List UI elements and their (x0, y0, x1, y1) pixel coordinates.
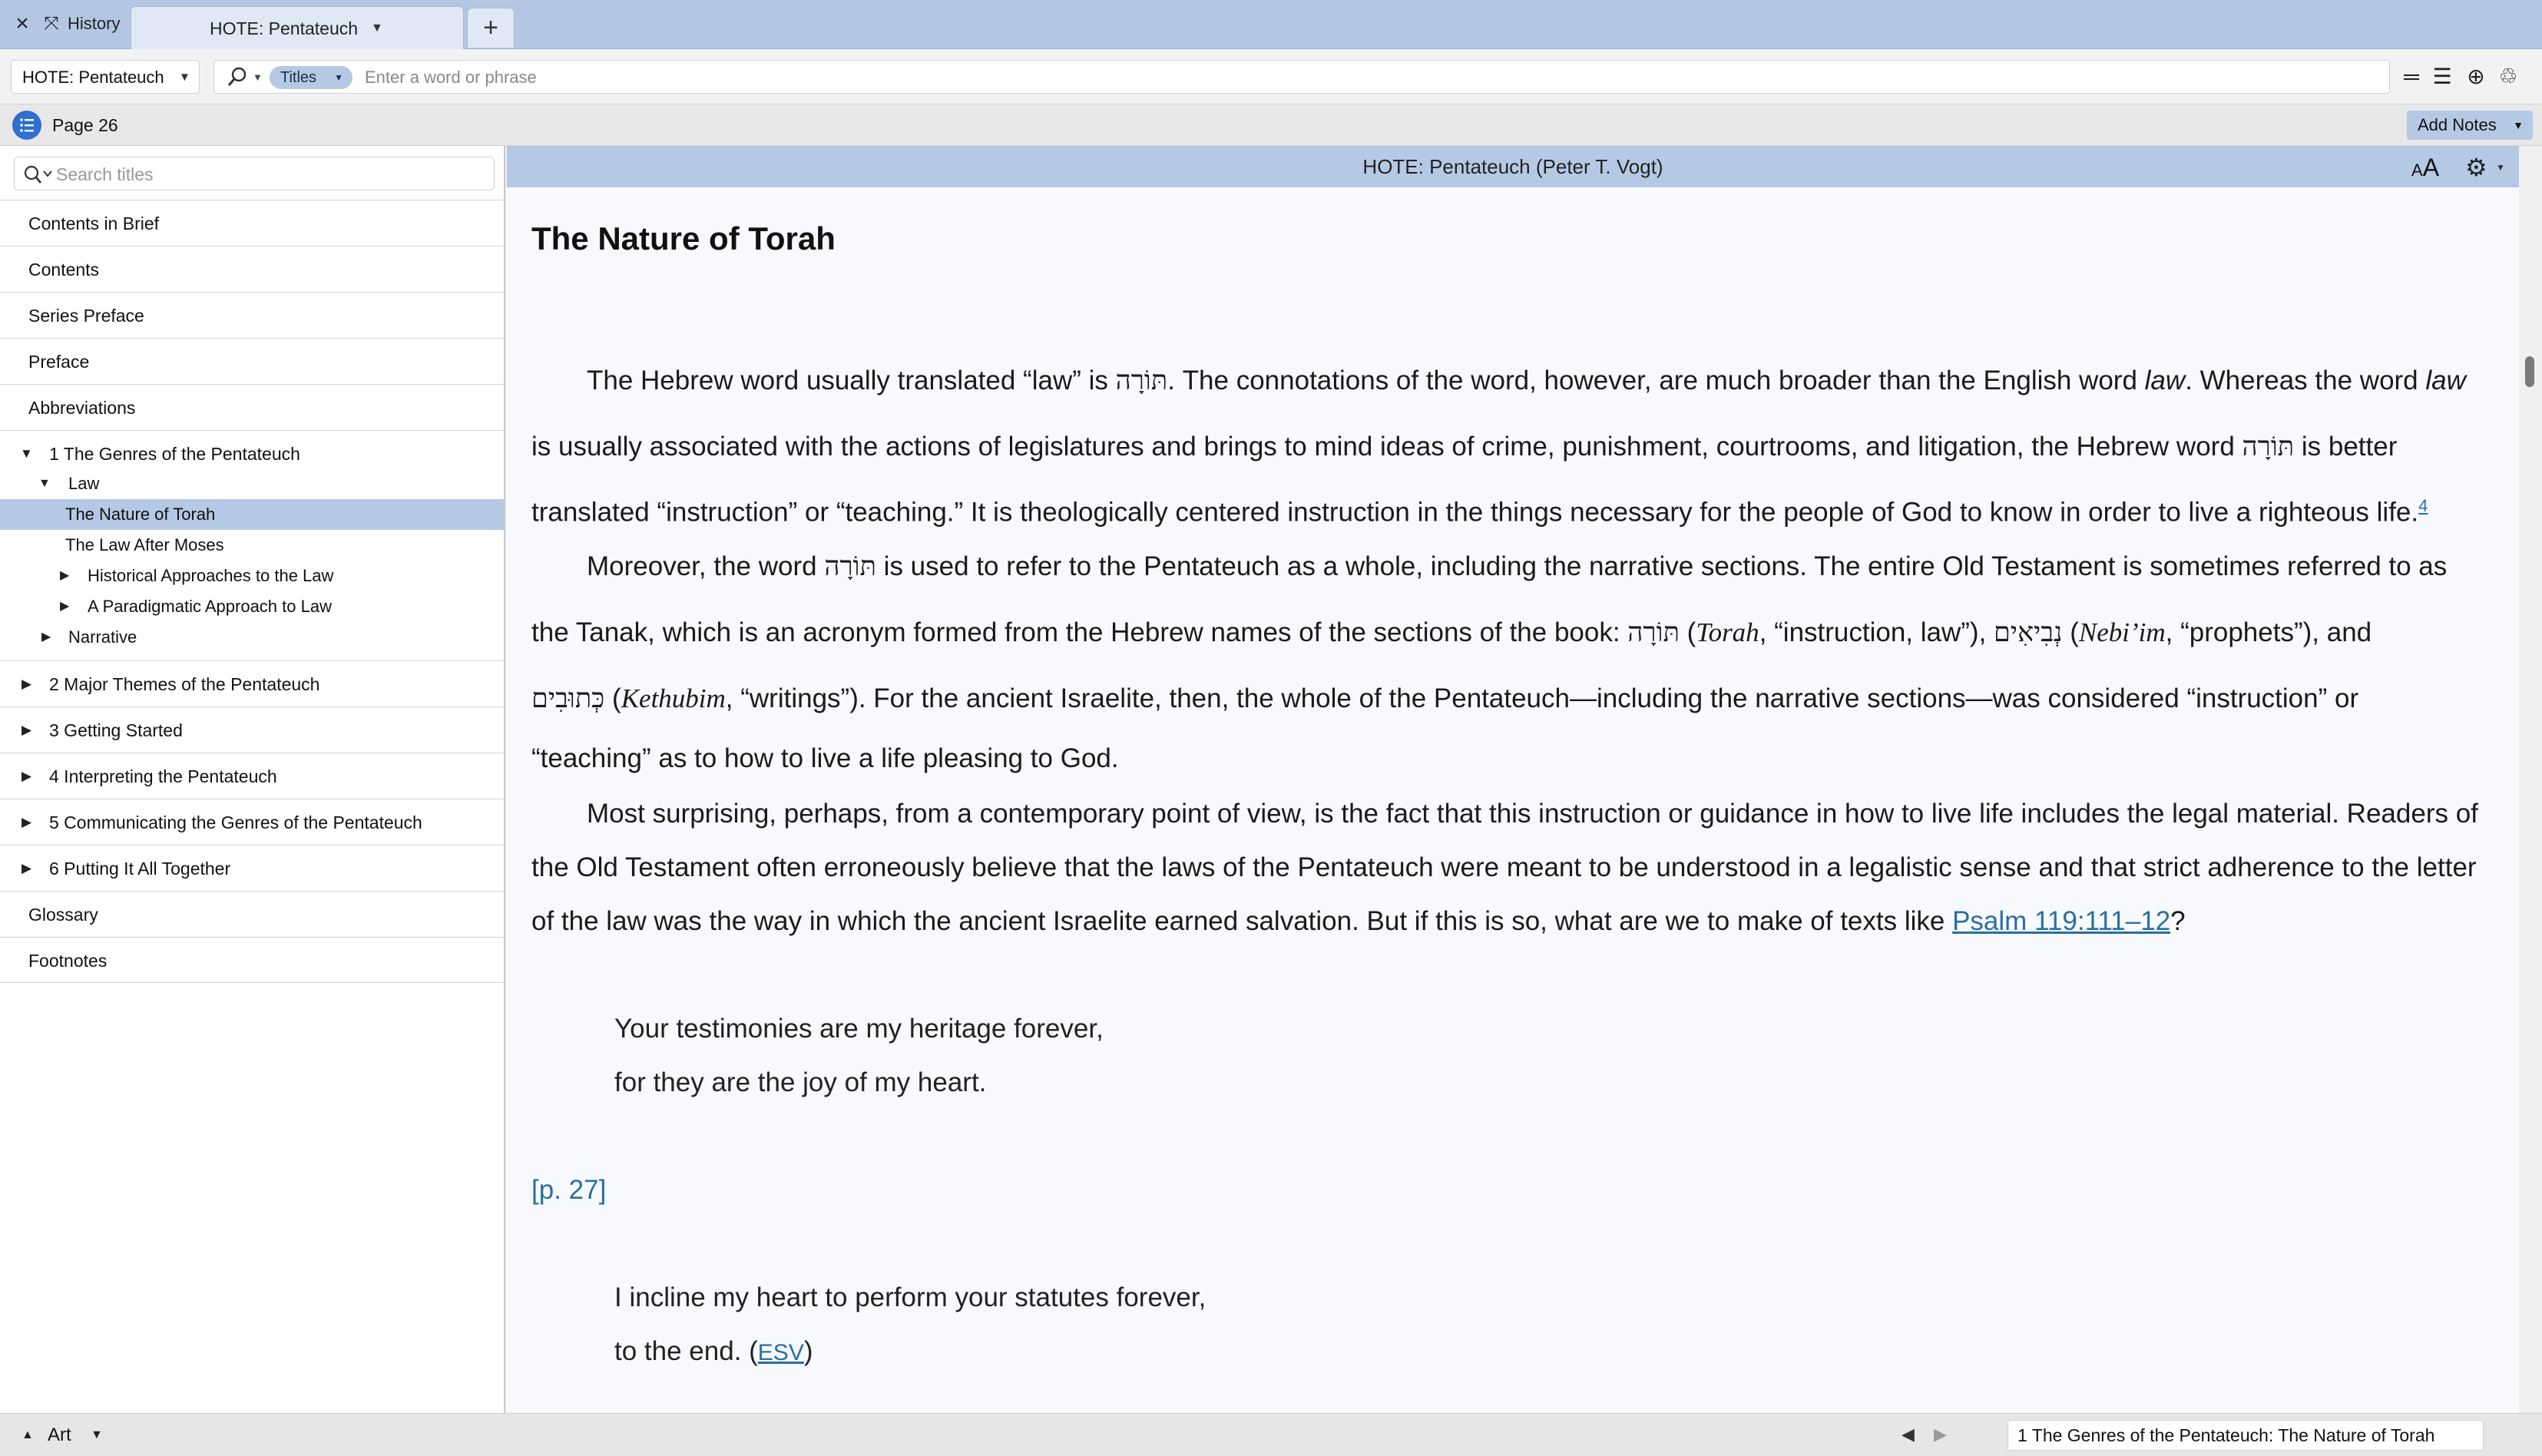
article-heading: The Nature of Torah (531, 220, 836, 256)
paragraph-3-line-2: the Old Testament often erroneously believe that the laws of the Pentateuch were meant to be understood in a legalistic sense and that strict adherence to the letter (531, 852, 2477, 882)
toc-label: Contents in Brief (28, 213, 160, 233)
gear-icon[interactable]: ⚙ (2465, 154, 2487, 181)
recycle-icon[interactable]: ♲ (2498, 65, 2518, 88)
toc-label: Contents (28, 260, 100, 280)
chevron-down-icon: ▼ (179, 71, 190, 84)
toc-item-getting-started[interactable] (0, 706, 504, 753)
toc-label: A Paradigmatic Approach to Law (88, 597, 332, 616)
chevron-down-icon[interactable]: ▼ (38, 477, 51, 490)
paragraph-1-line-2: is usually associated with the actions of legislatures and brings to mind ideas of crime, punishment, courtrooms, and litigation, the Hebrew word תּוֹרָה is better (531, 432, 2398, 462)
status-bar (0, 1413, 2542, 1456)
contents-sidebar (0, 146, 505, 1413)
footnote-link[interactable]: 4 (2418, 496, 2428, 515)
tab-hote-pentateuch[interactable] (131, 6, 464, 49)
add-notes-button[interactable] (2407, 111, 2533, 140)
chevron-down-icon[interactable]: ▼ (20, 446, 33, 461)
search-bar[interactable] (213, 60, 2390, 94)
table-of-contents-button[interactable] (12, 111, 41, 140)
history-button[interactable]: History (68, 14, 121, 33)
resource-select-label: HOTE: Pentateuch (22, 68, 164, 87)
page-bar (0, 104, 2542, 146)
toc-item-preface[interactable] (0, 338, 504, 384)
previous-arrow-icon[interactable]: ◀ (1902, 1425, 1915, 1444)
toc-label: The Nature of Torah (65, 505, 216, 524)
search-titles-field[interactable] (14, 157, 495, 190)
move-icon[interactable]: ⤧ (44, 13, 59, 34)
paragraph-1-line-1: The Hebrew word usually translated “law” is תּוֹרָה. The connotations of the word, however, are much broader than the English word law. Whereas the word law (587, 366, 2466, 396)
chevron-right-icon[interactable]: ▶ (41, 630, 51, 644)
hebrew-word: תּוֹרָה (824, 551, 876, 582)
search-icon[interactable] (225, 65, 251, 91)
search-input[interactable]: Enter a word or phrase (365, 68, 537, 87)
reader-pane[interactable] (507, 146, 2519, 1413)
chevron-down-icon[interactable]: ▼ (253, 71, 263, 83)
paragraph-2-line-2: the Tanak, which is an acronym formed from the Hebrew names of the sections of the book: תּוֹרָה (Torah, “instruction, law”), נְבִיאִים (Nebi’im, “prophets”), and (531, 617, 2372, 648)
paragraph-3-line-3: of the law was the way in which the ancient Israelite earned salvation. But if this is so, what are we to make of texts like Psalm 119:111–12? (531, 906, 2186, 936)
hebrew-word: תּוֹרָה (1627, 617, 1680, 648)
paragraph-2-line-4: “teaching” as to how to live a life pleasing to God. (531, 743, 1119, 773)
chevron-right-icon[interactable]: ▶ (22, 815, 32, 829)
toc-item-putting-it-together[interactable] (0, 845, 504, 891)
poem-line: to the end. (ESV) (614, 1336, 813, 1366)
toc-label: 3 Getting Started (49, 720, 183, 740)
paragraph-2-line-1: Moreover, the word תּוֹרָה is used to refer to the Pentateuch as a whole, including the narrative sections. The entire Old Testament is sometimes referred to as (587, 551, 2448, 582)
panel-select[interactable]: Art (48, 1425, 71, 1445)
add-tab-button[interactable]: + (467, 8, 515, 48)
chevron-right-icon[interactable]: ▶ (22, 723, 32, 737)
page-indicator: Page 26 (52, 115, 118, 135)
chevron-down-icon: ▼ (334, 72, 343, 83)
close-icon[interactable]: × (15, 11, 29, 36)
toc-item-major-themes[interactable] (0, 660, 504, 706)
chevron-right-icon[interactable]: ▶ (60, 569, 70, 582)
toc-label: 1 The Genres of the Pentateuch (49, 444, 300, 464)
hebrew-word: נְבִיאִים (1994, 617, 2063, 648)
toc-item-glossary[interactable] (0, 891, 504, 937)
list-icon (12, 111, 41, 140)
chevron-down-icon[interactable]: ▼ (371, 22, 383, 35)
toc-label: Footnotes (28, 951, 108, 971)
scrollbar[interactable] (2519, 146, 2542, 1413)
toc-item-paradigmatic-approach[interactable] (0, 591, 504, 622)
toc-item-abbreviations[interactable] (0, 384, 504, 430)
location-field[interactable]: 1 The Genres of the Pentateuch: The Nature of Torah (2007, 1420, 2484, 1451)
toolbar-icons (2396, 60, 2534, 94)
font-size-icon[interactable]: AA (2411, 154, 2440, 181)
add-circle-icon[interactable]: ⊕ (2467, 65, 2485, 88)
search-titles-placeholder: Search titles (56, 164, 154, 184)
toc-item-footnotes[interactable] (0, 937, 504, 983)
toc-item-contents[interactable] (0, 246, 504, 292)
layout-icon[interactable]: ═ (2404, 65, 2419, 88)
search-scope-pill[interactable] (270, 66, 353, 89)
resource-select[interactable] (11, 60, 200, 94)
chevron-right-icon[interactable]: ▶ (22, 769, 32, 783)
toc-label: The Law After Moses (65, 535, 224, 554)
toc-label: Historical Approaches to the Law (88, 566, 334, 585)
chevron-right-icon[interactable]: ▶ (22, 677, 32, 691)
toc-item-contents-in-brief[interactable] (0, 200, 504, 246)
hebrew-word: תּוֹרָה (1115, 366, 1168, 396)
paragraph-3-line-1: Most surprising, perhaps, from a contemporary point of view, is the fact that this instruction or guidance in how to live life includes the legal material. Readers of (587, 799, 2478, 829)
toc-item-law-after-moses[interactable] (0, 530, 504, 561)
reader-header (507, 146, 2519, 187)
toc-item-communicating[interactable] (0, 799, 504, 845)
toolbar (0, 49, 2542, 104)
toc-label: Preface (28, 352, 90, 372)
scrollbar-thumb[interactable] (2525, 356, 2534, 387)
paragraph-2-line-3: כְּתוּבִים (Kethubim, “writings”). For the ancient Israelite, then, the whole of the Pentateuch—including the narrative sections—was considered “instruction” or (531, 683, 2359, 714)
hebrew-word: כְּתוּבִים (531, 683, 605, 714)
poem-line: Your testimonies are my heritage forever, (614, 1014, 1104, 1044)
toc-item-nature-of-torah[interactable] (0, 499, 504, 530)
toc-label: Glossary (28, 905, 98, 925)
toc-label: Law (68, 474, 100, 493)
next-arrow-icon[interactable]: ▶ (1934, 1425, 1947, 1444)
search-scope-label: Titles (280, 69, 317, 86)
tab-label: HOTE: Pentateuch (210, 18, 359, 38)
paragraph-1-line-3: translated “instruction” or “teaching.” It is theologically centered instruction in the things necessary for the people of God to know in order to live a righteous life.$^4$ (531, 496, 2428, 528)
chevron-down-icon[interactable]: ▼ (2496, 162, 2505, 173)
outline-icon[interactable]: ☰ (2432, 65, 2452, 88)
chevron-down-icon[interactable]: ▼ (91, 1428, 103, 1441)
toc-label: Series Preface (28, 306, 144, 326)
toc-label: Abbreviations (28, 398, 136, 418)
chevron-down-icon: ▼ (2513, 119, 2524, 131)
scripture-link[interactable]: Psalm 119:111–12 (1952, 906, 2171, 936)
toc-item-historical-approaches[interactable] (0, 561, 504, 591)
chevron-right-icon[interactable]: ▶ (60, 600, 70, 613)
toc-item-series-preface[interactable] (0, 292, 504, 338)
add-notes-label: Add Notes (2418, 115, 2497, 134)
toc-label: 4 Interpreting the Pentateuch (49, 766, 277, 786)
toc-label: 2 Major Themes of the Pentateuch (49, 674, 320, 694)
toc-label: 6 Putting It All Together (49, 859, 231, 879)
toc-label: 5 Communicating the Genres of the Pentateuch (49, 812, 422, 832)
poem-line: I incline my heart to perform your statutes forever, (614, 1282, 1206, 1312)
toc-item-narrative[interactable] (0, 622, 504, 653)
tab-bar (0, 0, 2542, 49)
poem-line: for they are the joy of my heart. (614, 1067, 987, 1097)
chevron-right-icon[interactable]: ▶ (22, 861, 32, 875)
hebrew-word: תּוֹרָה (2242, 432, 2295, 462)
resource-title: HOTE: Pentateuch (Peter T. Vogt) (1362, 155, 1663, 178)
chevron-up-icon[interactable]: ▲ (22, 1428, 34, 1441)
toc-item-interpreting[interactable] (0, 753, 504, 799)
toc-label: Narrative (68, 627, 137, 647)
toc-item-law[interactable] (0, 468, 504, 499)
page-marker: [p. 27] (531, 1175, 607, 1205)
bible-version-link[interactable]: ESV (757, 1340, 804, 1365)
search-icon[interactable] (21, 162, 55, 187)
toc-item-genres-of-the-pentateuch[interactable] (0, 430, 504, 464)
